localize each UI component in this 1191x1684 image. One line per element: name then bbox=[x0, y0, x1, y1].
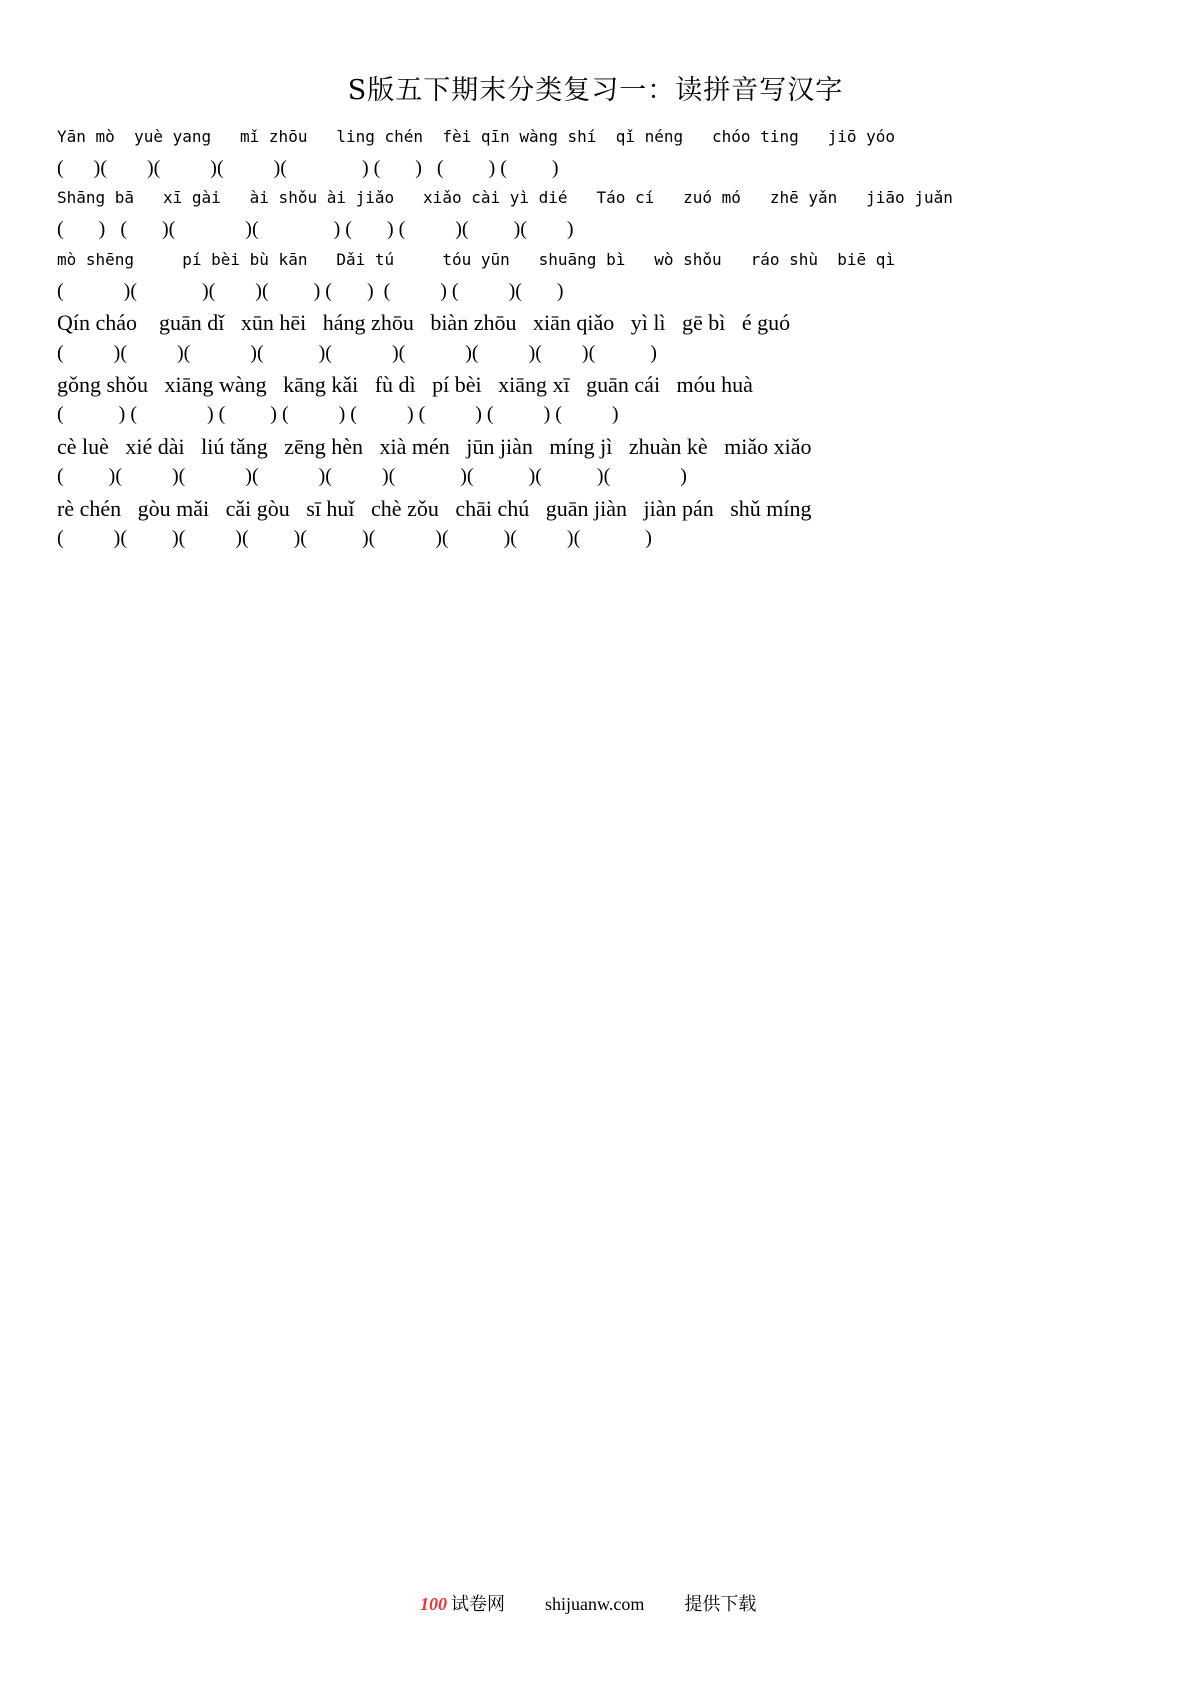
pinyin-row: mò shēng pí bèi bù kān Dǎi tú tóu yūn shuāng bì wò shǒu ráo shù biē qì bbox=[57, 250, 896, 269]
pinyin-row: rè chén gòu mǎi cǎi gòu sī huǐ chè zǒu chāi chú guān jiàn jiàn pán shǔ míng bbox=[57, 496, 812, 521]
pinyin-row: gǒng shǒu xiāng wàng kāng kǎi fù dì pí bèi xiāng xī guān cái móu huà bbox=[57, 372, 753, 397]
pinyin-row: Qín cháo guān dǐ xūn hēi háng zhōu biàn zhōu xiān qiǎo yì lì gē bì é guó bbox=[57, 310, 791, 335]
site-name: 试卷网 bbox=[451, 1594, 505, 1614]
page-title: S版五下期末分类复习一：读拼音写汉字 bbox=[347, 75, 844, 106]
site-url[interactable]: shijuanw.com bbox=[545, 1594, 645, 1614]
site-logo: 100 bbox=[420, 1594, 447, 1614]
answer-blank-row[interactable]: ( )( )( )( )( )( )( )( )( ) bbox=[57, 342, 657, 364]
pinyin-row: Shāng bā xī gài ài shǒu ài jiǎo xiǎo cài yì dié Táo cí zuó mó zhē yǎn jiāo juǎn bbox=[57, 188, 953, 207]
answer-blank-row[interactable]: ( )( )( )( )( ) ( ) ( ) ( ) bbox=[57, 157, 559, 179]
download-note: 提供下载 bbox=[684, 1594, 757, 1614]
answer-blank-row[interactable]: ( ) ( ) ( ) ( ) ( ) ( ) ( ) ( ) bbox=[57, 403, 619, 425]
answer-blank-row[interactable]: ( ) ( )( )( ) ( ) ( )( )( ) bbox=[57, 218, 574, 240]
pinyin-row: Yān mò yuè yang mǐ zhōu ling chén fèi qīn wàng shí qǐ néng chóo ting jiō yóo bbox=[57, 127, 896, 146]
answer-blank-row[interactable]: ( )( )( )( )( )( )( )( )( ) bbox=[57, 527, 652, 549]
answer-blank-row[interactable]: ( )( )( )( ) ( ) ( ) ( )( ) bbox=[57, 280, 564, 302]
pinyin-row: cè luè xié dài liú tǎng zēng hèn xià mén jūn jiàn míng jì zhuàn kè miǎo xiǎo bbox=[57, 434, 812, 459]
answer-blank-row[interactable]: ( )( )( )( )( )( )( )( )( ) bbox=[57, 465, 687, 487]
footer bbox=[420, 1590, 756, 1616]
